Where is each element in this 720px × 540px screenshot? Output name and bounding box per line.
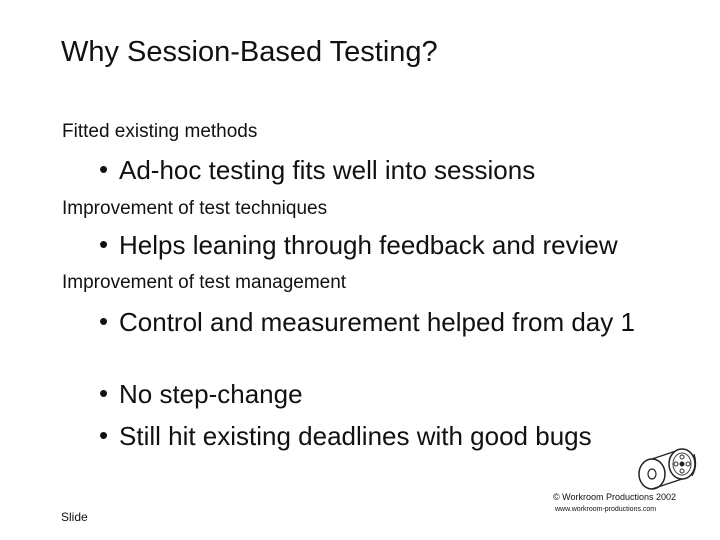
bullet-marker: • [99, 306, 109, 336]
bullet-item-5 [99, 420, 592, 452]
bullet-text: No step-change [119, 379, 303, 409]
section-heading-1: Fitted existing methods [62, 121, 258, 142]
copyright-notice: © Workroom Productions 2002 [553, 492, 677, 502]
film-reel-icon [636, 446, 698, 490]
bullet-marker: • [99, 378, 109, 408]
section-heading-2: Improvement of test techniques [62, 198, 328, 219]
slide-footer-label: Slide [61, 510, 88, 524]
website-url: www.workroom-productions.com [555, 506, 657, 513]
section-heading-3: Improvement of test management [62, 272, 347, 293]
bullet-item-3 [99, 306, 659, 338]
bullet-text: Ad-hoc testing fits well into sessions [119, 155, 536, 185]
bullet-marker: • [99, 154, 109, 184]
bullet-item-4 [99, 378, 303, 410]
slide-title: Why Session-Based Testing? [61, 36, 438, 68]
bullet-item-2 [99, 229, 618, 261]
bullet-marker: • [99, 229, 109, 259]
bullet-marker: • [99, 420, 109, 450]
bullet-item-1 [99, 154, 535, 186]
bullet-text: Still hit existing deadlines with good bugs [119, 421, 592, 451]
bullet-text: Helps leaning through feedback and review [119, 230, 618, 260]
bullet-text: Control and measurement helped from day 1 [119, 307, 635, 337]
